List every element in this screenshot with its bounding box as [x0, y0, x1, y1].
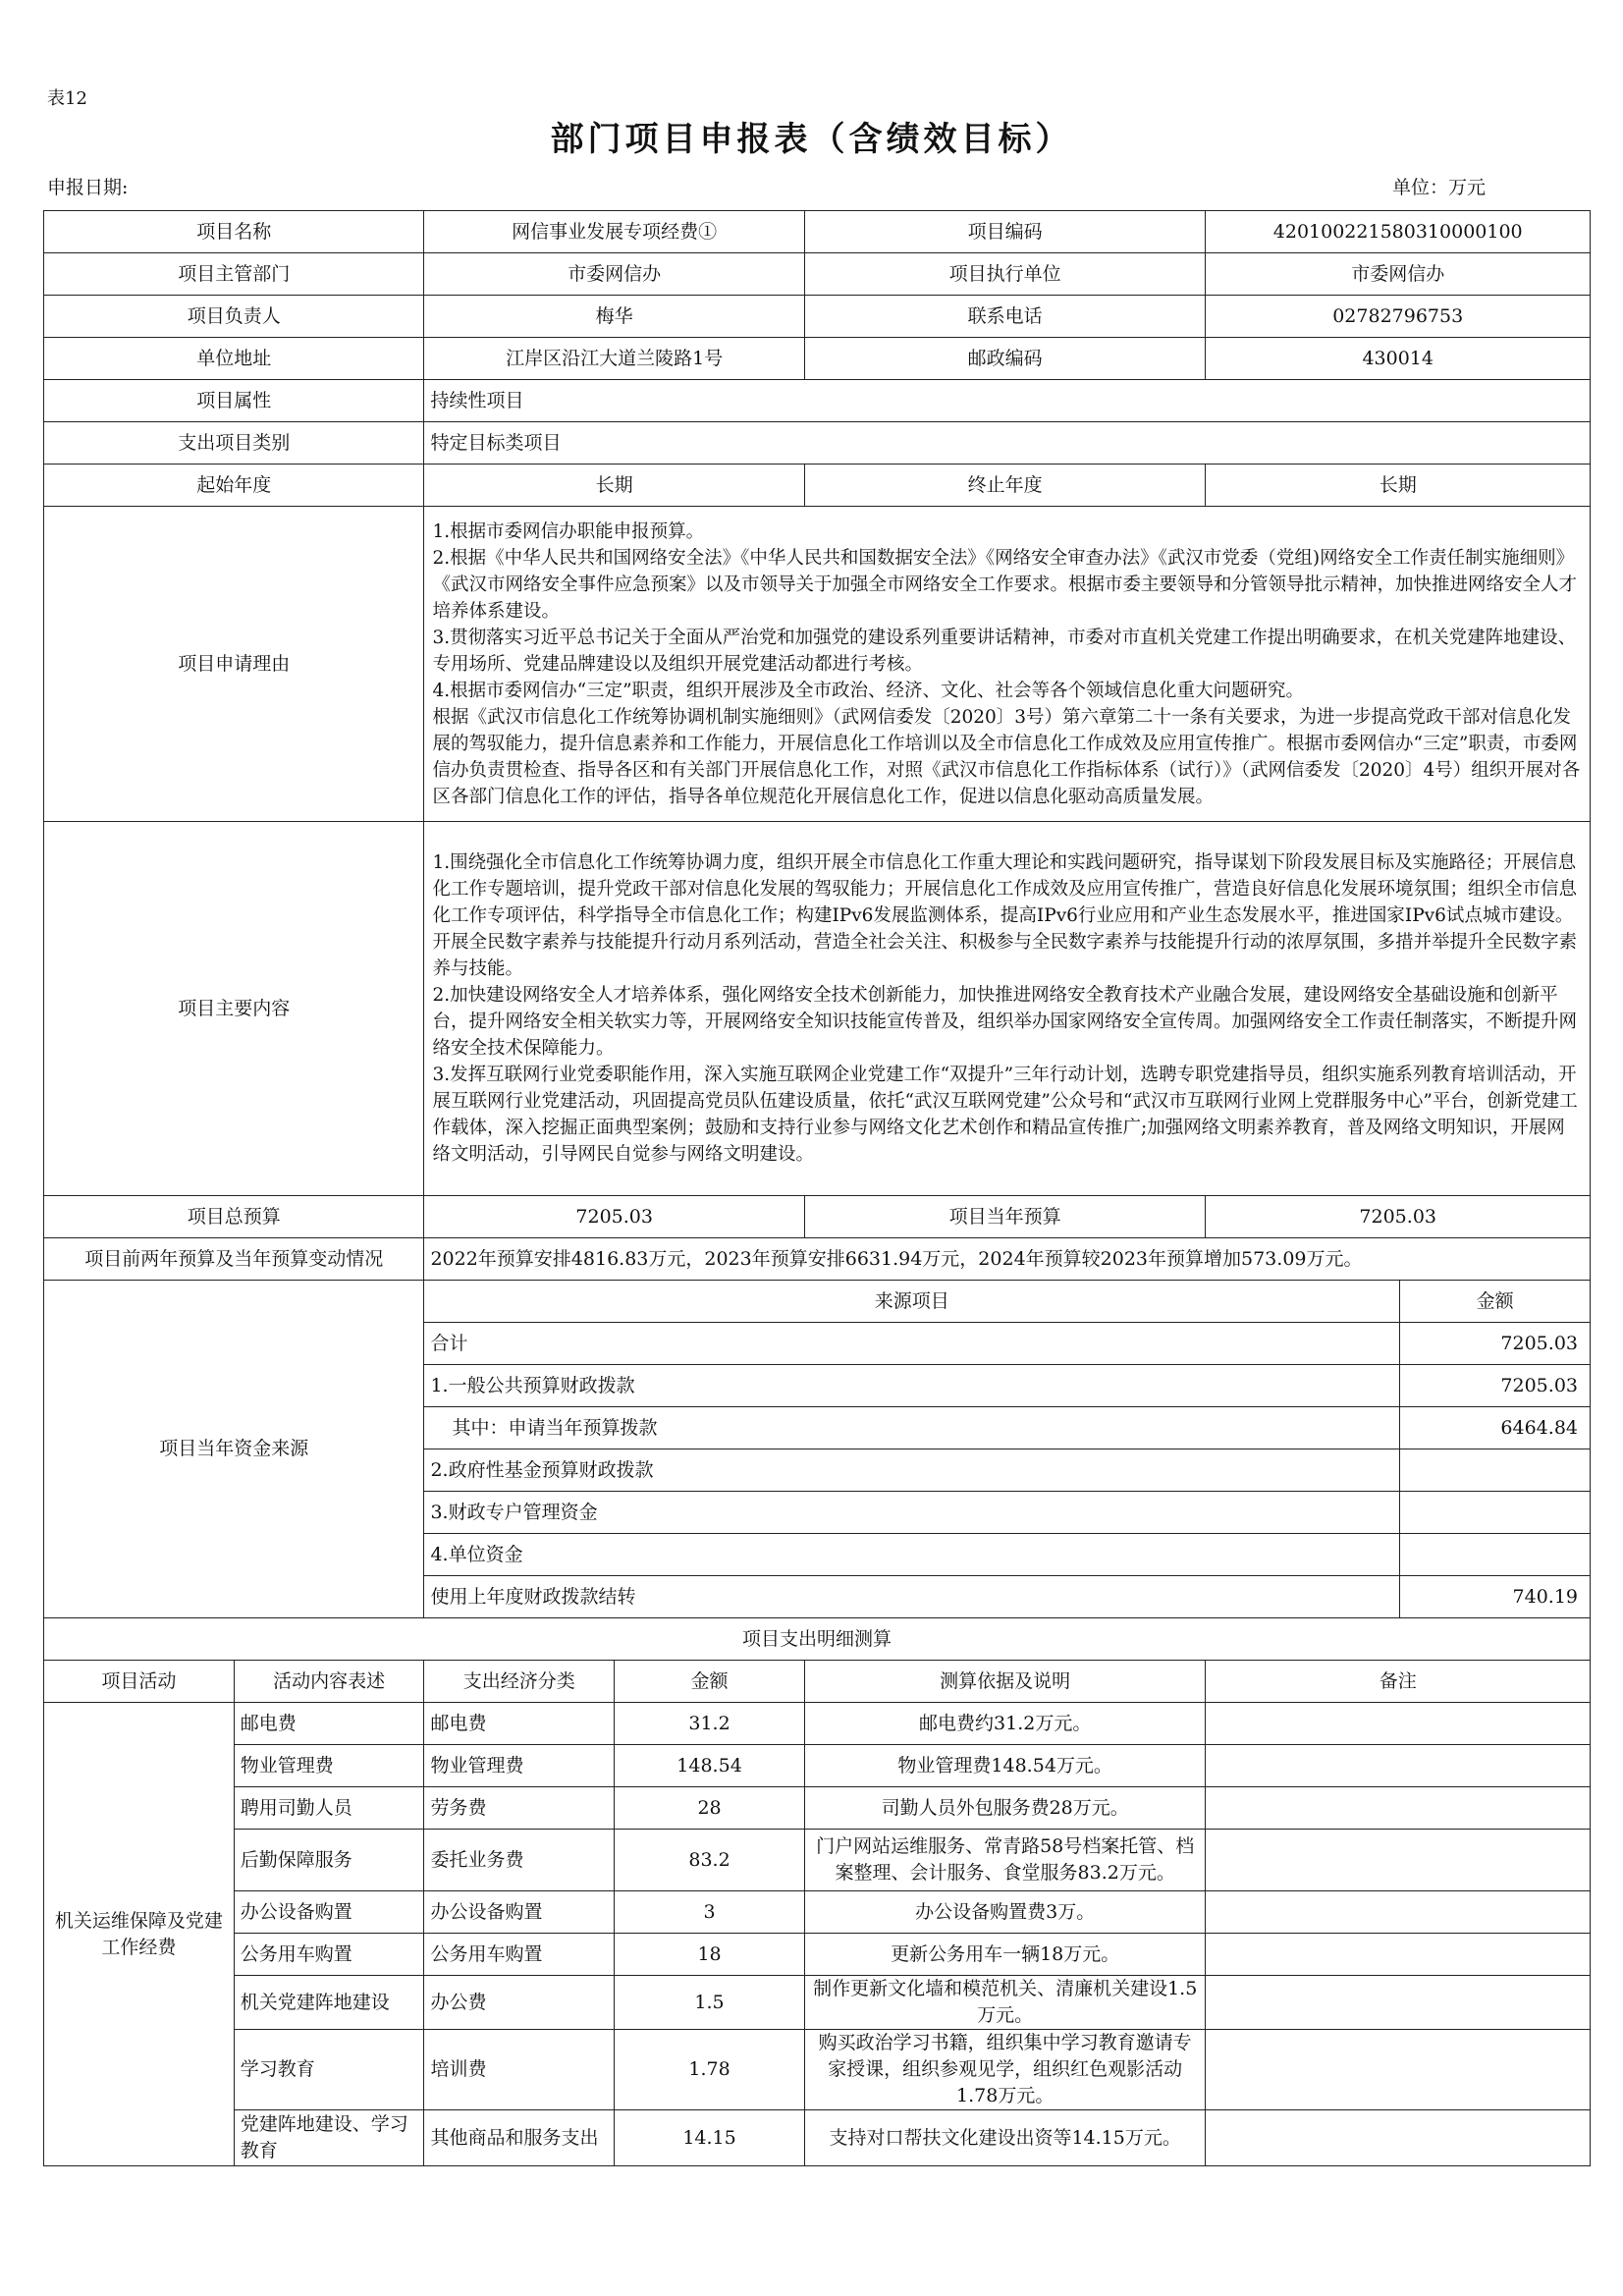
detail-amount: 83.2: [615, 1830, 805, 1891]
detail-basis: 购买政治学习书籍，组织集中学习教育邀请专家授课，组织参观见学，组织红色观影活动1.78万元。: [804, 2030, 1206, 2110]
detail-amount: 148.54: [615, 1745, 805, 1787]
detail-category: 公务用车购置: [424, 1934, 615, 1976]
phone-value: 02782796753: [1206, 296, 1591, 338]
detail-category: 培训费: [424, 2030, 615, 2110]
funding-source: 合计: [424, 1323, 1400, 1365]
funding-amount: 7205.03: [1400, 1365, 1591, 1407]
label-cell: 项目属性: [44, 380, 424, 422]
detail-header-activity: 项目活动: [44, 1661, 235, 1703]
label-cell: 项目编码: [804, 211, 1206, 253]
label-cell: 终止年度: [804, 465, 1206, 507]
funding-source: 使用上年度财政拨款结转: [424, 1576, 1400, 1618]
funding-amount: [1400, 1492, 1591, 1534]
row-project-name: [44, 211, 1591, 253]
detail-note: [1206, 1934, 1591, 1976]
detail-row: [44, 1745, 1591, 1787]
detail-content: 公务用车购置: [234, 1934, 424, 1976]
label-cell: 起始年度: [44, 465, 424, 507]
unit-label: 单位：万元: [1391, 177, 1486, 198]
detail-section-title-row: [44, 1618, 1591, 1661]
row-leader: [44, 296, 1591, 338]
detail-basis: 邮电费约31.2万元。: [804, 1703, 1206, 1745]
detail-header-content: 活动内容表述: [234, 1661, 424, 1703]
detail-row: [44, 1934, 1591, 1976]
funding-source: 2.政府性基金预算财政拨款: [424, 1449, 1400, 1492]
detail-amount: 18: [615, 1934, 805, 1976]
detail-header-category: 支出经济分类: [424, 1661, 615, 1703]
detail-category: 办公费: [424, 1976, 615, 2030]
attribute-value: 持续性项目: [424, 380, 1591, 422]
detail-category: 邮电费: [424, 1703, 615, 1745]
row-reason: [44, 507, 1591, 822]
funding-source: 其中：申请当年预算拨款: [424, 1407, 1400, 1449]
detail-category: 办公设备购置: [424, 1891, 615, 1934]
leader-value: 梅华: [424, 296, 804, 338]
detail-amount: 28: [615, 1787, 805, 1830]
detail-note: [1206, 1830, 1591, 1891]
detail-row: [44, 1787, 1591, 1830]
detail-header-note: 备注: [1206, 1661, 1591, 1703]
row-years: [44, 465, 1591, 507]
detail-basis: 办公设备购置费3万。: [804, 1891, 1206, 1934]
detail-note: [1206, 1891, 1591, 1934]
content-text: 1.围绕强化全市信息化工作统筹协调力度，组织开展全市信息化工作重大理论和实践问题研究，指导谋划下阶段发展目标及实施路径；开展信息化工作专题培训，提升党政干部对信息化发展的驾驭能力；开展信息化工作成效及应用宣传推广，营造良好信息化发展环境氛围；组织全市信息化工作专项评估，科学指导全市信息化工作；构建IPv6发展监测体系，提高IPv6行业应用和产业生态发展水平，推进国家IPv6试点城市建设。开展全民数字素养与技能提升行动月系列活动，营造全社会关注、积极参与全民数字素养与技能提升行动的浓厚氛围，多措并举提升全民数字素养与技能。 2.加快建设网络安全人才培养体系，强化网络安全技术创新能力，加快推进网络安全教育技术产业融合发展，建设网络安全基础设施和创新平台，提升网络安全相关软实力等，开展网络安全知识技能宣传普及，组织举办国家网络安全宣传周。加强网络安全工作责任制落实，不断提升网络安全技术保障能力。 3.发挥互联网行业党委职能作用，深入实施互联网企业党建工作“双提升”三年行动计划，选聘专职党建指导员，组织实施系列教育培训活动，开展互联网行业党建活动，巩固提高党员队伍建设质量，依托“武汉互联网党建”公众号和“武汉市互联网行业网上党群服务中心”平台，创新党建工作载体，深入挖掘正面典型案例；鼓励和支持行业参与网络文化艺术创作和精品宣传推广;加强网络文明素养教育，普及网络文明知识，开展网络文明活动，引导网民自觉参与网络文明建设。: [424, 822, 1591, 1196]
funding-source-header: 来源项目: [424, 1281, 1400, 1323]
label-cell: 支出项目类别: [44, 422, 424, 465]
detail-basis: 司勤人员外包服务费28万元。: [804, 1787, 1206, 1830]
label-cell: 联系电话: [804, 296, 1206, 338]
budget-change-text: 2022年预算安排4816.83万元，2023年预算安排6631.94万元，2024年预算较2023年预算增加573.09万元。: [424, 1238, 1591, 1281]
detail-row: [44, 1703, 1591, 1745]
detail-category: 劳务费: [424, 1787, 615, 1830]
detail-basis: 更新公务用车一辆18万元。: [804, 1934, 1206, 1976]
detail-note: [1206, 1745, 1591, 1787]
row-budget: [44, 1196, 1591, 1238]
address-value: 江岸区沿江大道兰陵路1号: [424, 338, 804, 380]
detail-note: [1206, 2030, 1591, 2110]
label-cell: 邮政编码: [804, 338, 1206, 380]
detail-content: 物业管理费: [234, 1745, 424, 1787]
row-content: [44, 822, 1591, 1196]
label-cell: 单位地址: [44, 338, 424, 380]
detail-row: [44, 1891, 1591, 1934]
funding-amount: 7205.03: [1400, 1323, 1591, 1365]
detail-note: [1206, 2110, 1591, 2166]
row-budget-change: [44, 1238, 1591, 1281]
label-cell: 项目总预算: [44, 1196, 424, 1238]
detail-header-amount: 金额: [615, 1661, 805, 1703]
category-value: 特定目标类项目: [424, 422, 1591, 465]
detail-basis: 门户网站运维服务、常青路58号档案托管、档案整理、会计服务、食堂服务83.2万元。: [804, 1830, 1206, 1891]
postcode-value: 430014: [1206, 338, 1591, 380]
label-cell: 项目前两年预算及当年预算变动情况: [44, 1238, 424, 1281]
label-cell: 项目执行单位: [804, 253, 1206, 296]
funding-amount: [1400, 1534, 1591, 1576]
funding-amount: 6464.84: [1400, 1407, 1591, 1449]
detail-row: [44, 2110, 1591, 2166]
label-cell: 项目当年资金来源: [44, 1281, 424, 1618]
label-cell: 项目当年预算: [804, 1196, 1206, 1238]
label-cell: 项目负责人: [44, 296, 424, 338]
project-application-table: [43, 210, 1591, 2166]
document-title: 部门项目申报表（含绩效目标）: [550, 120, 1073, 159]
funding-amount: [1400, 1449, 1591, 1492]
detail-activity: 机关运维保障及党建工作经费: [44, 1703, 235, 2166]
detail-header-basis: 测算依据及说明: [804, 1661, 1206, 1703]
detail-basis: 制作更新文化墙和模范机关、清廉机关建设1.5万元。: [804, 1976, 1206, 2030]
detail-basis: 支持对口帮扶文化建设出资等14.15万元。: [804, 2110, 1206, 2166]
reason-text: 1.根据市委网信办职能申报预算。 2.根据《中华人民共和国网络安全法》《中华人民共和国数据安全法》《网络安全审查办法》《武汉市党委（党组)网络安全工作责任制实施细则》《武汉市网络安全事件应急预案》以及市领导关于加强全市网络安全工作要求。根据市委主要领导和分管领导批示精神，加快推进网络安全人才培养体系建设。 3.贯彻落实习近平总书记关于全面从严治党和加强党的建设系列重要讲话精神，市委对市直机关党建工作提出明确要求，在机关党建阵地建设、专用场所、党建品牌建设以及组织开展党建活动都进行考核。 4.根据市委网信办“三定”职责，组织开展涉及全市政治、经济、文化、社会等各个领域信息化重大问题研究。 根据《武汉市信息化工作统筹协调机制实施细则》（武网信委发〔2020〕3号）第六章第二十一条有关要求，为进一步提高党政干部对信息化发展的驾驭能力，提升信息素养和工作能力，开展信息化工作培训以及全市信息化工作成效及应用宣传推广。根据市委网信办“三定”职责，市委网信办负责贯检查、指导各区和有关部门开展信息化工作，对照《武汉市信息化工作指标体系（试行）》（武网信委发〔2020〕4号）组织开展对各区各部门信息化工作的评估，指导各单位规范化开展信息化工作，促进以信息化驱动高质量发展。: [424, 507, 1591, 822]
row-department: [44, 253, 1591, 296]
detail-content: 后勤保障服务: [234, 1830, 424, 1891]
funding-source: 3.财政专户管理资金: [424, 1492, 1400, 1534]
detail-content: 党建阵地建设、学习教育: [234, 2110, 424, 2166]
row-address: [44, 338, 1591, 380]
detail-content: 聘用司勤人员: [234, 1787, 424, 1830]
dept-value: 市委网信办: [424, 253, 804, 296]
detail-amount: 14.15: [615, 2110, 805, 2166]
total-budget-value: 7205.03: [424, 1196, 804, 1238]
table-number: 表12: [47, 88, 87, 109]
detail-content: 办公设备购置: [234, 1891, 424, 1934]
detail-amount: 1.5: [615, 1976, 805, 2030]
detail-content: 邮电费: [234, 1703, 424, 1745]
detail-note: [1206, 1787, 1591, 1830]
row-attribute: [44, 380, 1591, 422]
label-cell: 项目主要内容: [44, 822, 424, 1196]
funding-amount-header: 金额: [1400, 1281, 1591, 1323]
label-cell: 项目名称: [44, 211, 424, 253]
detail-category: 物业管理费: [424, 1745, 615, 1787]
funding-source: 4.单位资金: [424, 1534, 1400, 1576]
detail-row: [44, 2030, 1591, 2110]
label-cell: 项目申请理由: [44, 507, 424, 822]
current-budget-value: 7205.03: [1206, 1196, 1591, 1238]
funding-header-row: [44, 1281, 1591, 1323]
project-name-value: 网信事业发展专项经费①: [424, 211, 804, 253]
detail-amount: 3: [615, 1891, 805, 1934]
funding-source: 1.一般公共预算财政拨款: [424, 1365, 1400, 1407]
detail-header-row: [44, 1661, 1591, 1703]
detail-note: [1206, 1976, 1591, 2030]
funding-amount: 740.19: [1400, 1576, 1591, 1618]
detail-category: 委托业务费: [424, 1830, 615, 1891]
row-category: [44, 422, 1591, 465]
report-date-label: 申报日期:: [47, 177, 129, 198]
label-cell: 项目主管部门: [44, 253, 424, 296]
end-year-value: 长期: [1206, 465, 1591, 507]
detail-section-title: 项目支出明细测算: [44, 1618, 1591, 1661]
detail-basis: 物业管理费148.54万元。: [804, 1745, 1206, 1787]
detail-content: 学习教育: [234, 2030, 424, 2110]
project-code-value: 420100221580310000100: [1206, 211, 1591, 253]
detail-amount: 31.2: [615, 1703, 805, 1745]
exec-unit-value: 市委网信办: [1206, 253, 1591, 296]
start-year-value: 长期: [424, 465, 804, 507]
detail-amount: 1.78: [615, 2030, 805, 2110]
detail-category: 其他商品和服务支出: [424, 2110, 615, 2166]
detail-row: [44, 1830, 1591, 1891]
detail-content: 机关党建阵地建设: [234, 1976, 424, 2030]
detail-note: [1206, 1703, 1591, 1745]
detail-row: [44, 1976, 1591, 2030]
